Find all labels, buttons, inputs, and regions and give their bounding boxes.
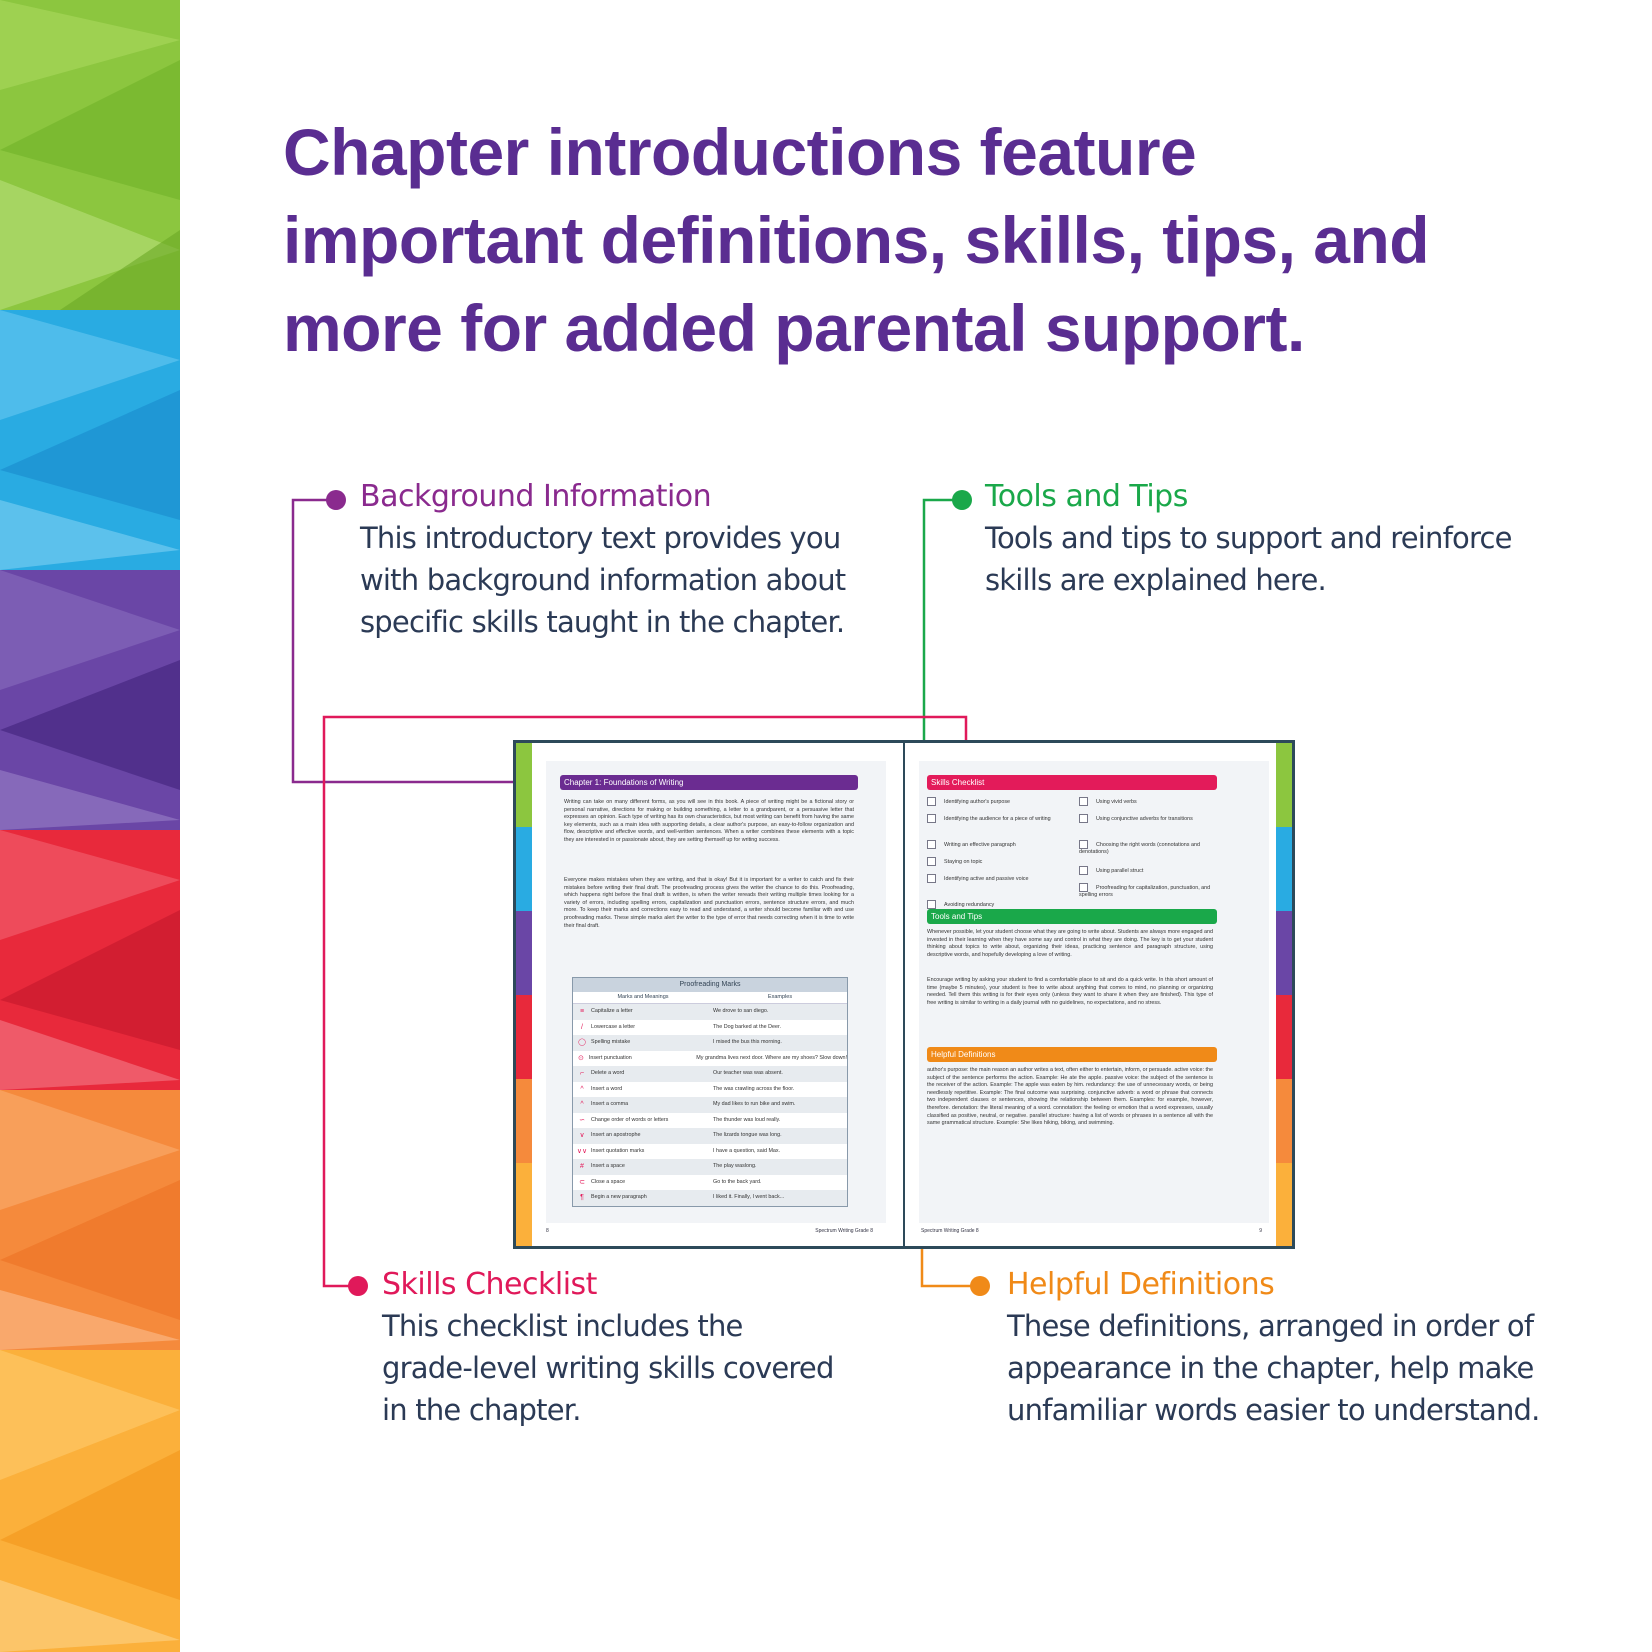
table-header-examples: Examples [767,994,793,1000]
left-page-color-edge [516,743,532,1246]
mark-example: We drove to san diego. [713,1008,769,1014]
mark-example: The play waslong. [713,1163,757,1169]
right-page-number: 9 [1259,1228,1262,1234]
headline-line-2: important definitions, skills, tips, and [283,203,1430,277]
headline-line-1: Chapter introductions feature [283,115,1197,189]
blue-band [0,310,180,570]
callout-description [1007,1305,1567,1431]
proofreading-mark-icon: # [580,1163,584,1170]
proofreading-mark-icon: ◯ [578,1039,586,1046]
checkbox-icon [1079,797,1088,806]
checklist-item [927,874,1062,883]
callout-title: Skills Checklist [382,1267,597,1302]
tools-and-tips-bar: Tools and Tips [927,909,1217,924]
green-band [0,0,180,310]
tips-paragraph-1: Whenever possible, let your student choose what they are going to write about. Students are always more engaged and invested in their learning when they have some say and control in what they are doing. The key is to get your student thinking about topics to write about, organizing their ideas, practicing sentence and paragraph structure, using descriptive words, and hopefully developing a love of writing. [927,929,1213,958]
checkbox-icon [927,797,936,806]
right-page-footer: Spectrum Writing Grade 8 [921,1228,979,1234]
mark-meaning: Insert a space [591,1163,625,1169]
desc-line: unfamiliar words easier to understand. [1007,1393,1540,1427]
proofreading-mark-icon: ∨ [579,1132,585,1139]
page-headline [283,108,1583,372]
checklist-item-label: Using vivid verbs [1096,798,1137,805]
mark-example: The Dog barked at the Deer. [713,1023,782,1030]
checklist-item-label: Writing an effective paragraph [944,841,1016,848]
checkbox-icon [1079,814,1088,823]
checklist-item [927,900,1062,909]
checklist-item-label: Identifying active and passive voice [944,875,1029,882]
table-row [573,1066,847,1082]
mark-example: Go to the back yard. [713,1178,762,1185]
table-row [573,1082,847,1098]
proofreading-mark-icon: ∽ [579,1116,585,1124]
proofreading-mark-icon: ≡ [579,1008,585,1015]
mark-example: I have a question, said Max. [713,1147,781,1154]
mark-meaning: Delete a word [591,1070,625,1076]
checkbox-icon [1079,840,1088,849]
checklist-item-label: Identifying the audience for a piece of writing [944,815,1051,822]
checklist-item-label: Using parallel struct [1096,867,1144,874]
callout-description [985,517,1545,601]
left-page-panel [546,761,886,1223]
mark-example: I liked it. Finally, I went back... [713,1194,785,1200]
table-row [573,1097,847,1113]
skills-checklist-bar: Skills Checklist [927,775,1217,790]
checklist-item [1079,797,1214,806]
table-row [573,1004,847,1020]
callout-description [360,517,880,643]
table-row [573,1128,847,1144]
desc-line: with background information about [360,563,846,597]
mark-meaning: Begin a new paragraph [591,1194,647,1200]
right-page-color-edge [1276,743,1292,1246]
rainbow-strip [0,0,180,1652]
headline-line-3: more for added parental support. [283,291,1305,365]
table-title: Proofreading Marks [573,978,847,992]
callout-description [382,1305,902,1431]
mark-example: My grandma lives next door. Where are my shoes? Slow down! [696,1054,847,1061]
right-page-panel [919,761,1269,1223]
mark-example: The thunder was loud really. [713,1116,781,1123]
proofreading-marks-table [572,977,848,1207]
mark-example: Our teacher was was absent. [713,1070,783,1076]
callout-helpful-definitions [1007,1265,1567,1431]
checklist-item [927,814,1062,823]
mark-example: I mised the bus this morning. [713,1039,782,1045]
callout-title: Background Information [360,479,712,514]
mark-meaning: Change order of words or letters [591,1116,669,1123]
table-row [573,1190,847,1206]
table-row [573,1113,847,1129]
checklist-item-label: Avoiding redundancy [944,901,995,908]
checklist-item-label: Staying on topic [944,858,983,865]
mark-meaning: Spelling mistake [591,1039,631,1045]
checklist-item-label: Proofreading for capitalization, punctuation, and spelling errors [1079,884,1211,898]
intro-paragraph-1: Writing can take on many different forms, as you will see in this book. A piece of writing might be a fictional story or personal narrative, directions for making or building something, a letter to a grandparent, or a persuasive letter that expresses an opinion. Each type of writing has its own characteristics, but most writing can benefit from having the same key elements, such as a main idea with supporting details, a clear author's purpose, an easy-to-follow organization and flow, descriptive and effective words, and well-written sentences. When a writer combines these elements with a topic they are interested in or passionate about, they are setting themself up for writing success. [564,799,854,843]
callout-skills-checklist [382,1265,902,1431]
mark-meaning: Insert a comma [591,1101,629,1107]
checklist-item-label: Using conjunctive adverbs for transitions [1096,815,1193,822]
checklist-item-label: Choosing the right words (connotations and denotations) [1079,841,1200,855]
callout-title: Helpful Definitions [1007,1267,1275,1302]
red-band [0,830,180,1090]
checklist-item [927,857,1062,866]
desc-line: This checklist includes the [382,1309,743,1343]
checkbox-icon [1079,883,1088,892]
mark-example: My dad likes to run bike and swim. [713,1101,796,1107]
book-spread [513,740,1295,1249]
table-header [573,992,847,1004]
checklist-item-label: Identifying author's purpose [944,798,1011,805]
mark-meaning: Lowercase a letter [591,1023,636,1030]
checkbox-icon [927,814,936,823]
proofreading-mark-icon: / [581,1023,583,1031]
right-page [905,743,1292,1246]
mark-meaning: Insert quotation marks [591,1147,645,1154]
table-row [573,1144,847,1160]
desc-line: These definitions, arranged in order of [1007,1309,1534,1343]
desc-line: specific skills taught in the chapter. [360,605,845,639]
yellow-band [0,1350,180,1652]
checklist-item [1079,866,1214,875]
left-page-footer: Spectrum Writing Grade 8 [815,1228,873,1234]
desc-line: skills are explained here. [985,563,1326,597]
orange-band [0,1090,180,1350]
mark-meaning: Insert punctuation [588,1054,632,1061]
checkbox-icon [927,840,936,849]
proofreading-mark-icon: ^ [580,1101,584,1108]
checklist-item [1079,883,1214,899]
chapter-title-bar: Chapter 1: Foundations of Writing [560,775,858,790]
left-page [516,743,905,1246]
desc-line: This introductory text provides you [360,521,841,555]
mark-meaning: Insert an apostrophe [591,1132,641,1138]
checklist-item [927,797,1062,806]
proofreading-mark-icon: ¶ [580,1194,584,1201]
desc-line: grade-level writing skills covered [382,1351,834,1385]
proofreading-mark-icon: ^ [580,1085,584,1093]
desc-line: appearance in the chapter, help make [1007,1351,1534,1385]
purple-band [0,570,180,830]
checklist-item [1079,814,1214,823]
intro-paragraph-2: Everyone makes mistakes when they are writing, and that is okay! But it is important for a writer to catch and fix their mistakes before writing their final draft. The proofreading process gives the writer the chance to do this. Proofreading, which happens right before the final draft is written, is when the writer rereads their writing multiple times looking for a variety of errors, including spelling errors, capitalization and punctuation errors, sentence structure errors, and much more. To keep their marks and corrections easy to read and understand, a writer should become familiar with and use proofreading marks. These simple marks alert the writer to the type of error that needs correcting when it is time to write their final draft. [564,877,854,929]
definitions-text: author's purpose: the main reason an author writes a text, often either to entertain, inform, or persuade. active voice: the subject of the sentence performs the action. Example: He ate the apple. passive voice: the subject of the sentence is the receiver of the action. Example: The apple was eaten by him. redundancy: the use of unnecessary words, or being needlessly repetitive. Example: The final outcome was surprising. conjunctive adverb: a word or phrase that connects two independent clauses or sentences, showing the relationship between them. Examples: for example, however, therefore. denotation: the literal meaning of a word. connotation: the feeling or emotion that a word expresses, usually classified as positive, neutral, or negative. parallel structure: having a list of words or phrases in a sentence all with the same grammatical structure. Example: She likes hiking, biking, and swimming. [927,1067,1213,1127]
mark-meaning: Close a space [591,1178,626,1185]
table-row [573,1051,847,1067]
desc-line: in the chapter. [382,1393,581,1427]
table-row [573,1175,847,1191]
helpful-definitions-bar: Helpful Definitions [927,1047,1217,1062]
checkbox-icon [1079,866,1088,875]
desc-line: Tools and tips to support and reinforce [985,521,1512,555]
proofreading-mark-icon: ⊙ [577,1054,584,1062]
callout-background-information [360,477,880,643]
table-row [573,1035,847,1051]
callout-title: Tools and Tips [985,479,1188,514]
table-body [573,1004,847,1206]
checkbox-icon [927,874,936,883]
tips-paragraph-2: Encourage writing by asking your student to find a comfortable place to sit and do a quick write. In this short amount of time (maybe 5 minutes), your student is free to write about anything that comes to mind, no planning or organizing needed. Tell them this writing is for their eyes only (unless they want to share it when they are finished). This type of free writing is similar to writing in a daily journal with no guidelines, no expectations, and no stress. [927,977,1213,1006]
proofreading-mark-icon: ⊂ [579,1178,585,1186]
proofreading-mark-icon: ⌐ [579,1070,585,1077]
table-row [573,1020,847,1036]
callout-tools-and-tips [985,477,1545,601]
proofreading-mark-icon: ∨∨ [576,1147,588,1155]
mark-example: The was crawling across the floor. [713,1085,795,1092]
mark-meaning: Insert a word [591,1085,623,1092]
checkbox-icon [927,857,936,866]
mark-meaning: Capitalize a letter [591,1008,633,1014]
mark-example: The lizards tongue was long. [713,1132,782,1138]
table-row [573,1159,847,1175]
checkbox-icon [927,900,936,909]
checklist-item [1079,840,1214,856]
table-header-marks: Marks and Meanings [617,994,669,1000]
left-page-number: 8 [546,1228,549,1234]
checklist-item [927,840,1062,849]
